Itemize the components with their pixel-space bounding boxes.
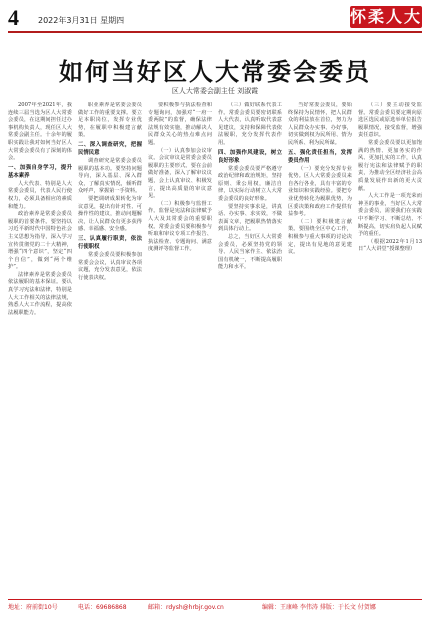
section-heading: 二、深入调查研究，把握民情民意 [78, 141, 142, 156]
paragraph: （三）做好联系代表工作。常委会委员要密切联系人大代表，认真听取代表意见建议，支持和保障代表依法履职，充分发挥代表作用。 [218, 102, 282, 146]
article-column-5 [288, 102, 352, 596]
article-body [8, 102, 422, 596]
paragraph: 职业素养是常委会委员做好工作的重要支撑。要立足本职岗位，发挥专业优势，在履职中积极建言献策。 [78, 102, 142, 139]
paragraph: 要把调研成果转化为审议意见，提出有针对性、可操作性的建议，推动问题解决，让人民群众有更多获得感、幸福感、安全感。 [78, 195, 142, 233]
paragraph: （三）要主动接受监督。常委会委员要定期向原选区选民或原选举单位报告履职情况，接受监督，增强责任意识。 [358, 102, 422, 139]
article-byline: 区人大常委会副主任 刘淑霞 [171, 87, 259, 95]
source-note: （根据2022年1月13日“人大讲堂”授课整理） [358, 238, 422, 253]
page-header [8, 6, 422, 32]
paragraph: 法律素养是常委会委员依法履职的基本保证。要认真学习宪法和法律，特别是人大工作相关的法律法规，熟悉人大工作流程，提高依法履职能力。 [8, 271, 72, 316]
article-column-4 [218, 102, 282, 596]
section-heading: 四、加强作风建设，树立良好形象 [218, 149, 282, 164]
paragraph: 要积极参与执法检查和专题询问，加强对“一府一委两院”的监督，确保法律法规有效实施，推动解决人民群众关心的热点难点问题。 [148, 102, 212, 146]
section-heading: 三、认真履行职责，依法行使职权 [78, 235, 142, 250]
paragraph: （二）积极参与监督工作。监督是宪法和法律赋予人大及其常委会的重要职权。常委会委员要积极参与听取和审议专项工作报告、执法检查、专题询问、满意度测评等监督工作。 [148, 200, 212, 253]
paragraph: 2007年至2021年，我连续三届当选为区人大常委会委员，在这期间担任过办事机构负责人，现任区人大常委会副主任。十余年的履职实践让我对如何当好区人大常委会委员有了深刻的体会。 [8, 102, 72, 162]
paragraph: 常委会委员要以更加饱满的热情、更加务实的作风、更加扎实的工作，认真履行宪法和法律赋予的职责，为推动全区经济社会高质量发展作出新的更大贡献。 [358, 139, 422, 192]
page-footer [8, 602, 422, 612]
article-column-1 [8, 102, 72, 596]
newspaper-logo: 怀柔人大 [350, 7, 423, 26]
footer-email: 邮箱：rdysh@hrbjr.gov.cn [148, 604, 224, 611]
paragraph: （二）要积极建言献策。要围绕全区中心工作，积极参与重大事项的讨论决定，提出有见地的意见建议。 [288, 218, 352, 256]
section-heading: 五、强化责任担当，发挥委员作用 [288, 149, 352, 164]
paragraph: （一）要充分发挥专业优势。区人大常委会委员来自各行各业，具有丰富的专业知识和实践经验。要把专业优势转化为履职优势，为区委决策和政府工作提供有益参考。 [288, 165, 352, 218]
page-number: 4 [8, 5, 19, 30]
article-column-3 [148, 102, 212, 596]
article-column-2 [78, 102, 142, 596]
section-heading: 一、加强自身学习，提升基本素养 [8, 164, 72, 179]
footer-rule [8, 599, 422, 600]
paragraph: 总之，当好区人大常委会委员，必须坚持党的领导、人民当家作主、依法治国有机统一，不断提高履职能力和水平。 [218, 233, 282, 271]
paragraph: （一）认真参加会议审议。会议审议是常委会委员履职的主要形式。要在会前做好准备，深入了解审议议题，会上认真审议、积极发言，提出高质量的审议意见。 [148, 147, 212, 200]
paragraph: 人大代表、特别是人大常委会委员，代表人民行使权力，必须具备相应的素质和能力。 [8, 180, 72, 210]
footer-address: 地址：府前街10号 [8, 604, 58, 611]
paragraph: 当好常委会委员，要始终保持为民情怀，把人民群众的利益放在首位，努力为人民群众办实事、办好事，切实做到权为民所用、情为民所系、利为民所谋。 [288, 102, 352, 146]
article-column-6 [358, 102, 422, 596]
paragraph: 政治素养是常委会委员履职的首要条件。要坚持以习近平新时代中国特色社会主义思想为指导，深入学习宣传贯彻党的二十大精神，增强“四个意识”，坚定“四个自信”，做到“两个维护”。 [8, 211, 72, 271]
paragraph: 要坚持实事求是，讲真话、办实事、求实效，不做表面文章，把履职热情落实到具体行动上。 [218, 203, 282, 233]
footer-editor: 编辑：王康峰 李伟涛 排版：于长文 付贺娜 [262, 604, 376, 611]
issue-date: 2022年3月31日 星期四 [38, 16, 125, 25]
header-rule [8, 31, 422, 33]
article-title: 如何当好区人大常委会委员 [59, 57, 371, 86]
paragraph: 人大工作是一项光荣而神圣的事业，当好区人大常委会委员，需要我们在实践中不断学习、不断总结、不断提高，切实肩负起人民赋予的重任。 [358, 193, 422, 238]
paragraph: 常委会委员要严格遵守政治纪律和政治规矩，坚持原则、秉公用权，廉洁自律，以实际行动树立人大常委会委员的良好形象。 [218, 165, 282, 202]
paragraph: 常委会委员要积极参加常委会会议，认真审议各项议题，充分发表意见，依法行使表决权。 [78, 251, 142, 281]
paragraph: 调查研究是常委会委员履职的基本功。要坚持问题导向，深入基层、深入群众，了解真实情况，倾听群众呼声，掌握第一手资料。 [78, 157, 142, 195]
footer-phone: 电话：69686868 [78, 604, 127, 611]
